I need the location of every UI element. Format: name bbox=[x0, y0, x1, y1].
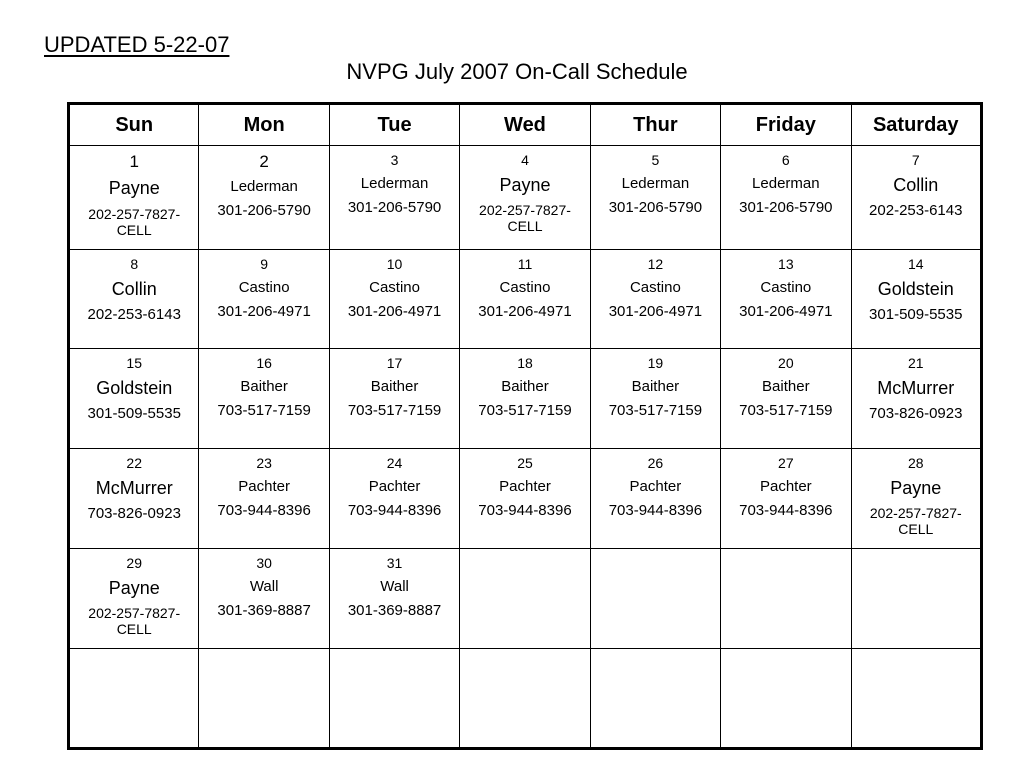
day-cell bbox=[329, 250, 459, 349]
day-number: 8 bbox=[130, 256, 139, 272]
day-cell bbox=[851, 449, 981, 549]
on-call-name: Wall bbox=[249, 577, 279, 595]
day-cell bbox=[69, 649, 199, 749]
day-cell bbox=[199, 250, 329, 349]
on-call-name: Payne bbox=[108, 178, 160, 199]
day-cell bbox=[199, 349, 329, 449]
on-call-phone: 301-206-4971 bbox=[347, 302, 442, 320]
on-call-phone: 301-369-8887 bbox=[217, 601, 311, 619]
on-call-phone: 301-206-4971 bbox=[217, 302, 311, 320]
day-cell bbox=[721, 250, 851, 349]
on-call-name: Castino bbox=[629, 278, 681, 296]
weekday-header-thur: Thur bbox=[590, 104, 720, 146]
on-call-name: Pachter bbox=[499, 477, 551, 495]
day-number: 14 bbox=[907, 256, 924, 272]
day-number: 7 bbox=[911, 152, 920, 168]
on-call-phone: 301-206-4971 bbox=[739, 302, 833, 320]
day-cell bbox=[329, 549, 459, 649]
on-call-name: Castino bbox=[238, 278, 290, 296]
day-cell bbox=[851, 649, 981, 749]
on-call-phone: 301-369-8887 bbox=[347, 601, 442, 619]
on-call-phone: 301-206-4971 bbox=[608, 302, 703, 320]
day-cell bbox=[851, 349, 981, 449]
day-number: 20 bbox=[778, 355, 794, 371]
on-call-name: McMurrer bbox=[95, 477, 173, 498]
day-number: 12 bbox=[647, 256, 664, 272]
on-call-phone: 202-253-6143 bbox=[87, 306, 181, 324]
on-call-name: Castino bbox=[499, 278, 551, 296]
day-cell bbox=[590, 349, 720, 449]
day-cell bbox=[460, 146, 590, 250]
day-cell bbox=[199, 449, 329, 549]
day-number: 17 bbox=[386, 355, 403, 371]
day-number: 23 bbox=[256, 455, 272, 471]
day-number: 1 bbox=[129, 152, 139, 171]
on-call-name: Pachter bbox=[629, 477, 682, 495]
day-cell bbox=[199, 649, 329, 749]
day-cell bbox=[590, 649, 720, 749]
on-call-phone: 301-206-5790 bbox=[347, 198, 442, 216]
day-cell bbox=[69, 549, 199, 649]
on-call-phone: 703-944-8396 bbox=[739, 501, 833, 519]
on-call-name: Goldstein bbox=[877, 278, 954, 299]
page-title: NVPG July 2007 On-Call Schedule bbox=[346, 59, 688, 84]
on-call-phone: 301-509-5535 bbox=[87, 405, 181, 423]
on-call-name: Castino bbox=[760, 278, 812, 296]
on-call-name: McMurrer bbox=[877, 377, 955, 398]
on-call-name: Baither bbox=[370, 377, 419, 395]
on-call-name: Baither bbox=[240, 377, 288, 395]
day-cell bbox=[590, 250, 720, 349]
on-call-name: Lederman bbox=[230, 178, 298, 196]
weekday-header-row bbox=[69, 104, 982, 146]
day-cell bbox=[69, 146, 199, 250]
on-call-name: Lederman bbox=[360, 174, 429, 192]
on-call-name: Collin bbox=[111, 278, 157, 299]
on-call-name: Wall bbox=[380, 577, 409, 595]
day-number: 6 bbox=[781, 152, 790, 168]
on-call-name: Payne bbox=[108, 577, 160, 598]
updated-note: UPDATED 5-22-07 bbox=[44, 32, 230, 57]
day-number: 22 bbox=[126, 455, 142, 471]
day-cell bbox=[851, 250, 981, 349]
day-number: 4 bbox=[521, 152, 529, 168]
on-call-phone: 301-206-5790 bbox=[739, 198, 833, 216]
week-row bbox=[69, 146, 982, 250]
day-number: 10 bbox=[386, 256, 403, 272]
day-cell bbox=[721, 649, 851, 749]
day-number: 13 bbox=[778, 256, 794, 272]
on-call-name: Castino bbox=[369, 278, 420, 296]
day-cell bbox=[69, 449, 199, 549]
week-row bbox=[69, 449, 982, 549]
on-call-name: Baither bbox=[762, 377, 810, 395]
day-number: 21 bbox=[907, 355, 924, 371]
day-number: 16 bbox=[256, 355, 272, 371]
weekday-header-wed: Wed bbox=[460, 104, 590, 146]
on-call-name: Lederman bbox=[621, 174, 690, 192]
day-cell bbox=[460, 250, 590, 349]
day-number: 9 bbox=[260, 256, 269, 272]
on-call-phone: 703-517-7159 bbox=[347, 401, 442, 419]
day-cell bbox=[851, 549, 981, 649]
day-cell bbox=[460, 549, 590, 649]
on-call-phone: 202-257-7827-CELL bbox=[869, 505, 962, 538]
weekday-header-saturday: Saturday bbox=[851, 104, 981, 146]
on-call-phone: 301-206-4971 bbox=[478, 302, 572, 320]
day-cell bbox=[460, 649, 590, 749]
week-row bbox=[69, 549, 982, 649]
day-cell bbox=[721, 146, 851, 250]
on-call-name: Pachter bbox=[368, 477, 421, 495]
day-number: 19 bbox=[647, 355, 664, 371]
day-number: 29 bbox=[126, 555, 142, 571]
on-call-name: Baither bbox=[501, 377, 549, 395]
day-number: 2 bbox=[259, 152, 269, 171]
day-cell bbox=[460, 349, 590, 449]
weekday-header-tue: Tue bbox=[329, 104, 459, 146]
day-number: 18 bbox=[517, 355, 533, 371]
on-call-phone: 703-944-8396 bbox=[347, 501, 442, 519]
day-cell bbox=[721, 549, 851, 649]
on-call-name: Payne bbox=[890, 477, 942, 498]
day-cell bbox=[851, 146, 981, 250]
on-call-phone: 703-944-8396 bbox=[217, 501, 311, 519]
on-call-phone: 703-517-7159 bbox=[217, 401, 311, 419]
on-call-phone: 301-206-5790 bbox=[608, 198, 703, 216]
day-cell bbox=[329, 649, 459, 749]
day-cell bbox=[69, 250, 199, 349]
day-cell bbox=[199, 549, 329, 649]
day-number: 15 bbox=[126, 355, 142, 371]
day-cell bbox=[460, 449, 590, 549]
on-call-phone: 202-253-6143 bbox=[869, 202, 963, 220]
on-call-name: Pachter bbox=[759, 477, 812, 495]
on-call-name: Goldstein bbox=[96, 377, 173, 398]
on-call-phone: 703-944-8396 bbox=[608, 501, 703, 519]
day-cell bbox=[199, 146, 329, 250]
on-call-name: Lederman bbox=[752, 174, 820, 192]
on-call-phone: 703-517-7159 bbox=[608, 401, 703, 419]
day-number: 3 bbox=[390, 152, 399, 168]
on-call-name: Baither bbox=[631, 377, 680, 395]
day-cell bbox=[721, 349, 851, 449]
day-number: 26 bbox=[647, 455, 664, 471]
week-row bbox=[69, 250, 982, 349]
day-number: 24 bbox=[386, 455, 403, 471]
on-call-name: Pachter bbox=[238, 477, 290, 495]
on-call-phone: 703-517-7159 bbox=[739, 401, 833, 419]
on-call-name: Payne bbox=[499, 174, 551, 195]
day-cell bbox=[329, 449, 459, 549]
on-call-phone: 202-257-7827-CELL bbox=[88, 205, 181, 239]
day-cell bbox=[590, 549, 720, 649]
weekday-header-friday: Friday bbox=[721, 104, 851, 146]
weekday-header-sun: Sun bbox=[69, 104, 199, 146]
day-cell bbox=[590, 146, 720, 250]
on-call-phone: 202-257-7827-CELL bbox=[88, 605, 181, 638]
on-call-phone: 703-517-7159 bbox=[478, 401, 572, 419]
day-cell bbox=[590, 449, 720, 549]
week-row bbox=[69, 349, 982, 449]
on-call-name: Collin bbox=[893, 174, 939, 195]
on-call-phone: 202-257-7827-CELL bbox=[479, 202, 571, 235]
day-cell bbox=[329, 146, 459, 250]
on-call-phone: 301-509-5535 bbox=[869, 306, 963, 324]
day-number: 30 bbox=[256, 555, 272, 571]
on-call-phone: 703-944-8396 bbox=[478, 501, 572, 519]
weekday-header-mon: Mon bbox=[199, 104, 329, 146]
week-row bbox=[69, 649, 982, 749]
day-number: 28 bbox=[907, 455, 924, 471]
day-cell bbox=[721, 449, 851, 549]
day-cell bbox=[69, 349, 199, 449]
day-number: 27 bbox=[778, 455, 794, 471]
day-cell bbox=[329, 349, 459, 449]
day-number: 5 bbox=[651, 152, 660, 168]
on-call-phone: 703-826-0923 bbox=[87, 505, 181, 523]
day-number: 31 bbox=[386, 555, 403, 571]
on-call-phone: 703-826-0923 bbox=[869, 405, 963, 423]
on-call-calendar bbox=[67, 102, 983, 750]
day-number: 25 bbox=[517, 455, 533, 471]
on-call-phone: 301-206-5790 bbox=[217, 202, 311, 220]
day-number: 11 bbox=[517, 256, 533, 272]
